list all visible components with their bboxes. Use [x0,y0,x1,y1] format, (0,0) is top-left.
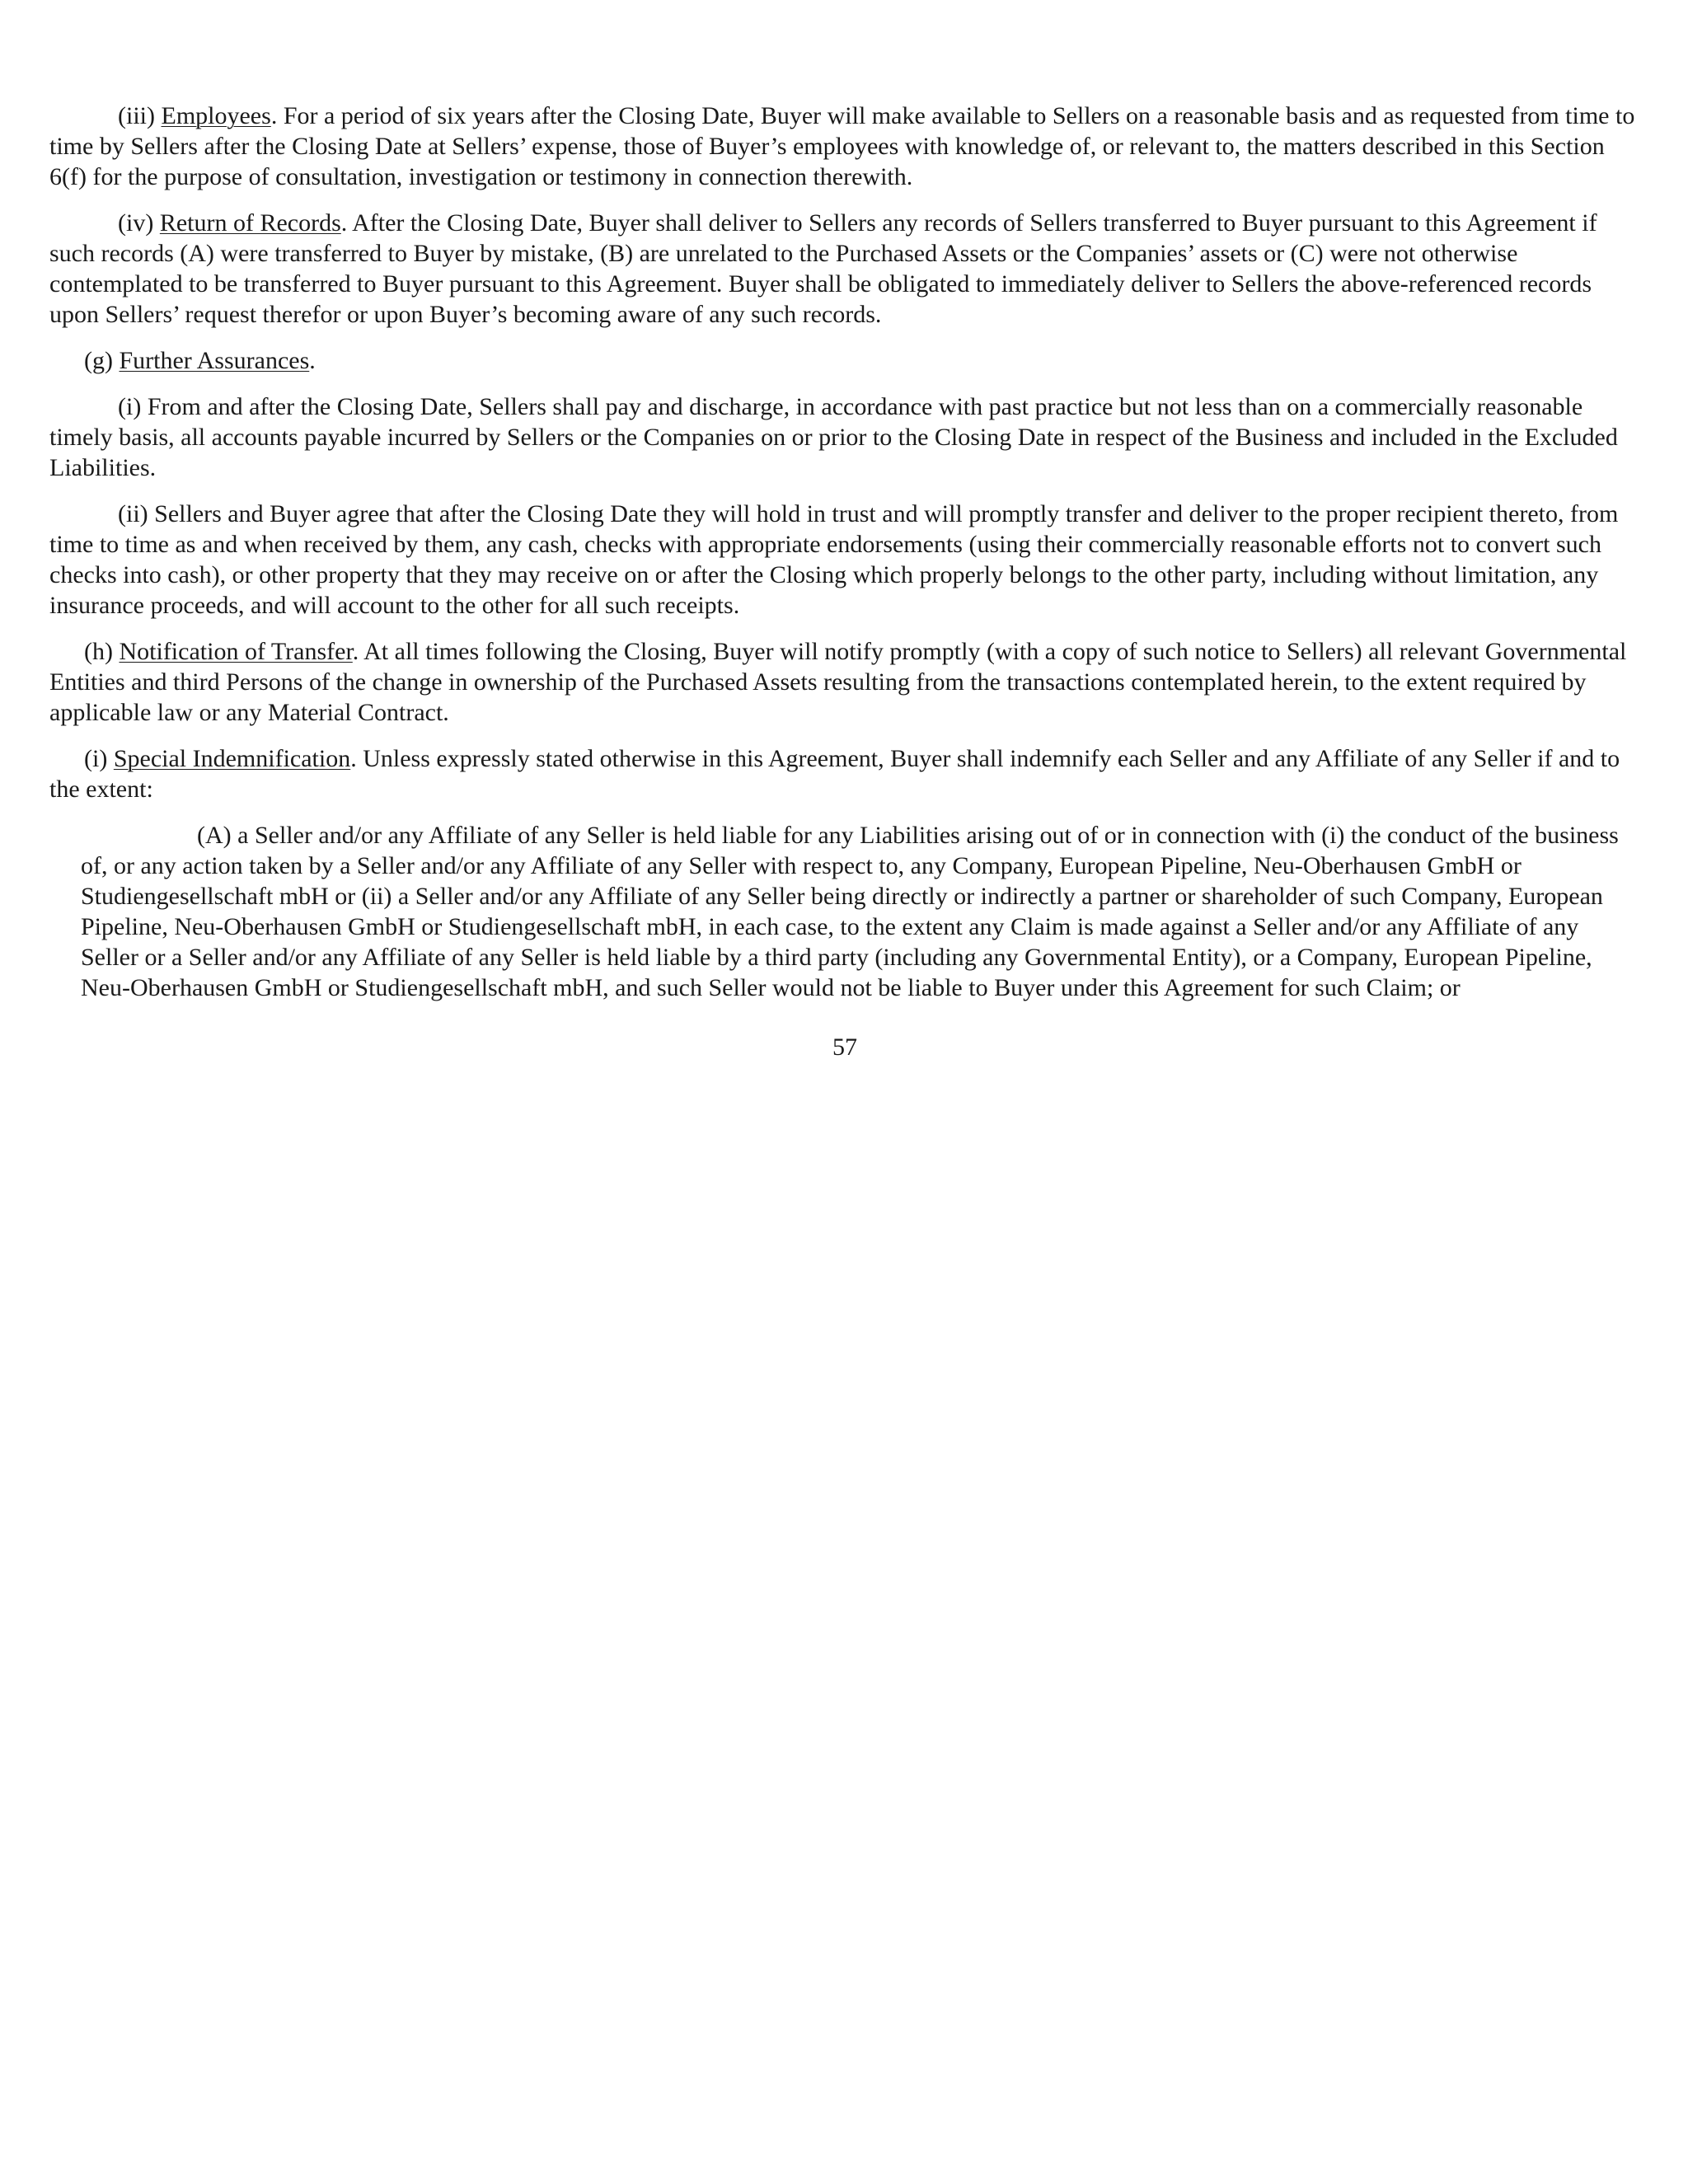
paragraph-return-of-records [49,208,1640,330]
paragraph-body: . At all times following the Closing, Buyer will notify promptly (with a copy of such notice to Sellers) all relevant Governmental Entities and third Persons of the change in ownership of the Purchased Assets resulting from the transactions contemplated herein, to the extent required by applicable law or any Material Contract. [49,638,1627,726]
paragraph-prefix: (h) [84,638,120,665]
paragraph-hold-in-trust: (ii) Sellers and Buyer agree that after the Closing Date they will hold in trust and will promptly transfer and deliver to the proper recipient thereto, from time to time as and when received by them, any cash, checks with appropriate endorsements (using their commercially reasonable efforts not to convert such checks into cash), or other property that they may receive on or after the Closing which properly belongs to the other party, including without limitation, any insurance proceeds, and will account to the other for all such receipts. [49,500,1619,619]
paragraph-special-indemnification [49,743,1640,804]
paragraph-prefix: (i) [84,745,114,772]
paragraph-body: . Unless expressly stated otherwise in this Agreement, Buyer shall indemnify each Seller and any Affiliate of any Seller if and to the extent: [49,745,1620,803]
document-page [49,101,1640,1062]
section-heading-further-assurances: Further Assurances [119,347,310,374]
paragraph-body: . After the Closing Date, Buyer shall deliver to Sellers any records of Sellers transferred to Buyer pursuant to this Agreement if such records (A) were transferred to Buyer by mistake, (B) are unrelated to the Purchased Assets or the Companies’ assets or (C) were not otherwise contemplated to be transferred to Buyer pursuant to this Agreement. Buyer shall be obligated to immediately deliver to Sellers the above-referenced records upon Sellers’ request therefor or upon Buyer’s becoming aware of any such records. [49,209,1597,328]
paragraph-notification-of-transfer [49,636,1640,728]
paragraph-body: . For a period of six years after the Closing Date, Buyer will make available to Sellers on a reasonable basis and as requested from time to time by Sellers after the Closing Date at Sellers’ expense, those of Buyer’s employees with knowledge of, or relevant to, the matters described in this Section 6(f) for the purpose of consultation, investigation or testimony in connection therewith. [49,102,1635,190]
paragraph-prefix: (g) [84,347,120,374]
paragraph-further-assurances [49,345,1640,376]
section-heading-return-of-records: Return of Records [159,209,341,237]
section-heading-employees: Employees [161,102,271,129]
paragraph-prefix: (iv) [118,209,160,237]
section-heading-notification-of-transfer: Notification of Transfer [119,638,353,665]
paragraph-prefix: (iii) [118,102,162,129]
page-number: 57 [832,1033,857,1061]
paragraph-indemnification-clause-a: (A) a Seller and/or any Affiliate of any Seller is held liable for any Liabilities arising out of or in connection with (i) the conduct of the business of, or any action taken by a Seller and/or any Affiliate of any Seller with respect to, any Company, European Pipeline, Neu-Oberhausen GmbH or Studiengesellschaft mbH or (ii) a Seller and/or any Affiliate of any Seller being directly or indirectly a partner or shareholder of such Company, European Pipeline, Neu-Oberhausen GmbH or Studiengesellschaft mbH, in each case, to the extent any Claim is made against a Seller and/or any Affiliate of any Seller or a Seller and/or any Affiliate of any Seller is held liable by a third party (including any Governmental Entity), or a Company, European Pipeline, Neu-Oberhausen GmbH or Studiengesellschaft mbH, and such Seller would not be liable to Buyer under this Agreement for such Claim; or [81,822,1619,1001]
paragraph-accounts-payable: (i) From and after the Closing Date, Sellers shall pay and discharge, in accordance with past practice but not less than on a commercially reasonable timely basis, all accounts payable incurred by Sellers or the Companies on or prior to the Closing Date in respect of the Business and included in the Excluded Liabilities. [49,393,1618,481]
paragraph-body: . [309,347,316,374]
section-heading-special-indemnification: Special Indemnification [113,745,351,772]
paragraph-employees [49,101,1640,192]
